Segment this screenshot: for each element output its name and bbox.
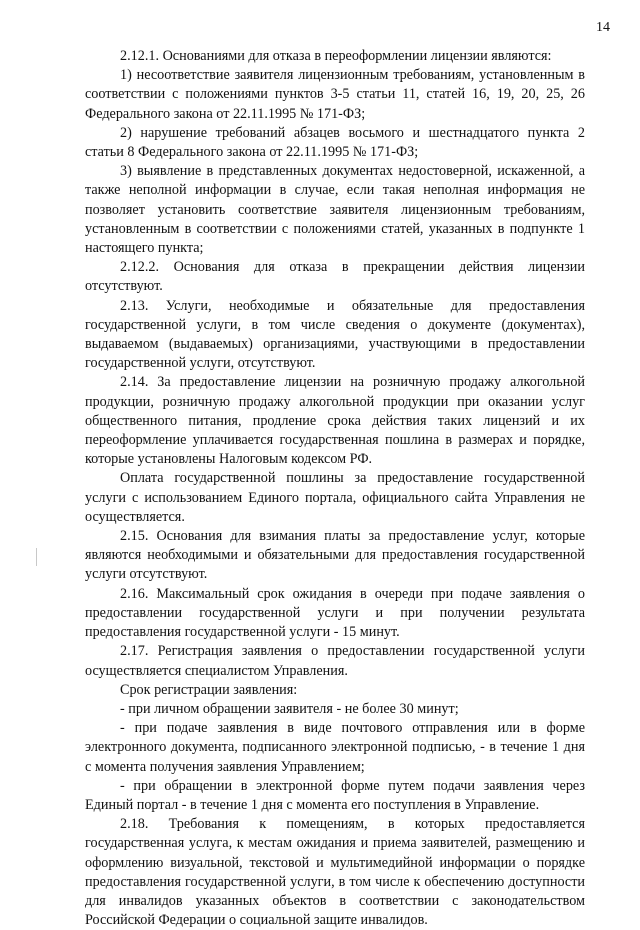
paragraph-2-15: 2.15. Основания для взимания платы за предоставление услуг, которые являются необходимыми и обязательными для предоставления государственной услуги отсутствуют. bbox=[85, 528, 585, 583]
paragraph-2-18: 2.18. Требования к помещениям, в которых предоставляется государственная услуга, к местам ожидания и приема заявителей, размещению и оформлению визуальной, текстовой и мультимедийной информации о порядке предоставления государственной услуги, в том числе к обеспечению доступности для инвалидов указанных объектов в соответствии с законодательством Российской Федерации о социальной защите инвалидов. bbox=[85, 816, 585, 929]
paragraph-2-12-1-item-2: 2) нарушение требований абзацев восьмого и шестнадцатого пункта 2 статьи 8 Федерального закона от 22.11.1995 № 171-ФЗ; bbox=[85, 124, 585, 161]
list-item-portal: - при обращении в электронной форме путем подачи заявления через Единый портал - в течение 1 дня с момента его поступления в Управление. bbox=[85, 777, 585, 813]
list-item-postal: - при подаче заявления в виде почтового отправления или в форме электронного документа, подписанного электронной подписью, - в течение 1 дня с момента получения заявления Управлением; bbox=[85, 720, 585, 775]
paragraph-fee-payment: Оплата государственной пошлины за предоставление государственной услуги с использованием Единого портала, официального сайта Управления не осуществляется. bbox=[85, 470, 585, 525]
document-body bbox=[85, 47, 585, 930]
paragraph-2-13: 2.13. Услуги, необходимые и обязательные для предоставления государственной услуги, в том числе сведения о документе (документах), выдаваемом (выдаваемых) организациями, участвующими в предоставлении государственной услуги, отсутствуют. bbox=[85, 297, 585, 372]
paragraph-2-16: 2.16. Максимальный срок ожидания в очереди при подаче заявления о предоставлении государственной услуги и при получении результата предоставления государственной услуги - 15 минут. bbox=[85, 585, 585, 641]
list-item-personal: - при личном обращении заявителя - не более 30 минут; bbox=[120, 700, 459, 717]
page-number: 14 bbox=[596, 20, 610, 35]
paragraph-2-12-2: 2.12.2. Основания для отказа в прекращении действия лицензии отсутствуют. bbox=[85, 259, 585, 295]
paragraph-2-14: 2.14. За предоставление лицензии на розничную продажу алкогольной продукции, розничную продажу алкогольной продукции при оказании услуг общественного питания, продление срока действия таких лицензий и их переоформление уплачивается государственная пошлина в размерах и порядке, которые установлены Налоговым кодексом РФ. bbox=[85, 374, 585, 468]
paragraph-2-17: 2.17. Регистрация заявления о предоставлении государственной услуги осуществляется специалистом Управления. bbox=[85, 643, 585, 679]
paragraph-2-12-1-item-3: 3) выявление в представленных документах недостоверной, искаженной, а также неполной информации в случае, если такая неполная информация не позволяет установить соответствие заявителя лицензионным требованиям, установленным в соответствии с положениями статей, указанных в подпункте 1 настоящего пункта; bbox=[85, 163, 585, 257]
paragraph-2-12-1-item-1: 1) несоответствие заявителя лицензионным требованиям, установленным в соответствии с положениями пунктов 3-5 статьи 11, статей 16, 19, 20, 25, 26 Федерального закона от 22.11.1995 № 171-ФЗ; bbox=[85, 67, 585, 122]
paragraph-2-12-1: 2.12.1. Основаниями для отказа в переоформлении лицензии являются: bbox=[120, 48, 552, 64]
paragraph-registration-term: Срок регистрации заявления: bbox=[120, 681, 298, 698]
scan-edge-mark bbox=[36, 548, 37, 566]
